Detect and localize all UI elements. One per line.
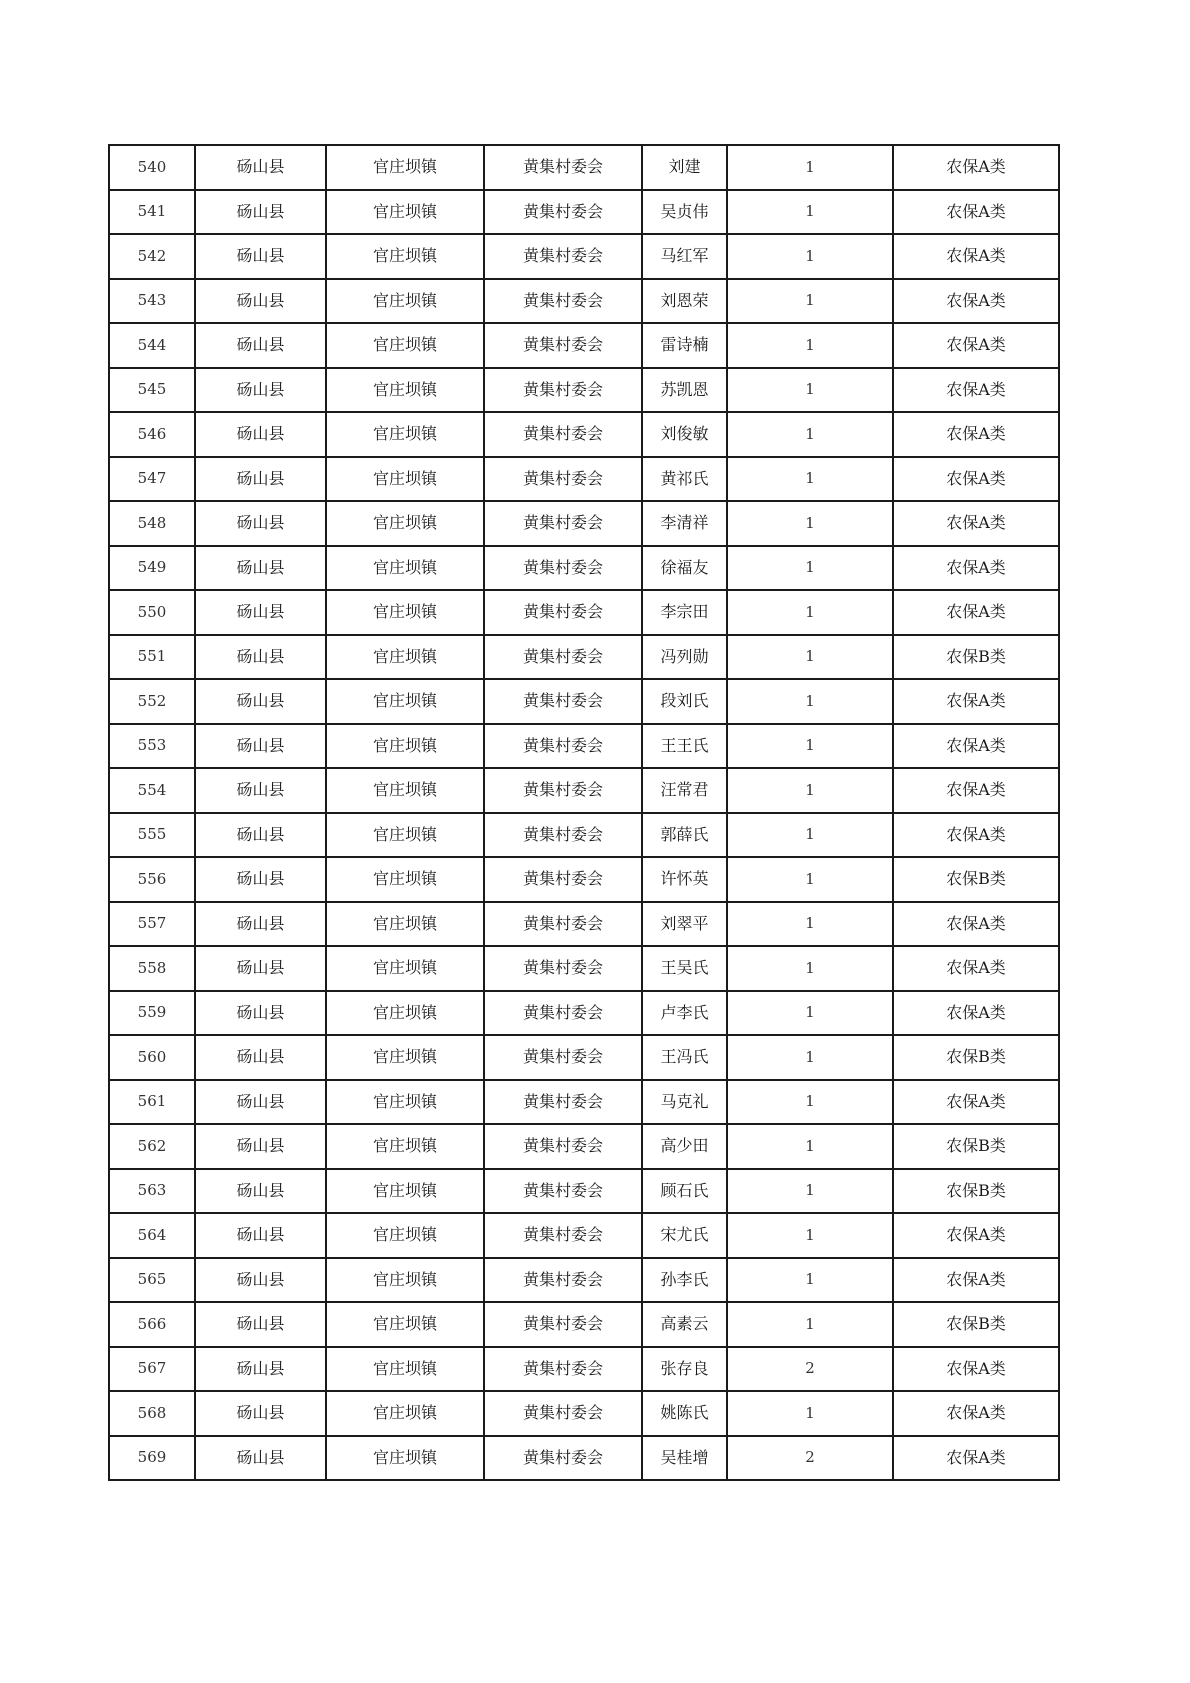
table-row — [109, 1347, 1059, 1392]
cell-person-name: 刘建 — [642, 145, 727, 190]
cell-serial-number: 561 — [109, 1080, 195, 1125]
cell-insurance-category: 农保A类 — [893, 279, 1059, 324]
cell-person-name: 段刘氏 — [642, 679, 727, 724]
cell-town: 官庄坝镇 — [326, 1436, 484, 1481]
table-row — [109, 279, 1059, 324]
cell-insurance-category: 农保A类 — [893, 724, 1059, 769]
cell-serial-number: 555 — [109, 813, 195, 858]
cell-serial-number: 565 — [109, 1258, 195, 1303]
cell-insurance-category: 农保B类 — [893, 1035, 1059, 1080]
cell-person-name: 吴桂增 — [642, 1436, 727, 1481]
table-row — [109, 1169, 1059, 1214]
cell-person-name: 孙李氏 — [642, 1258, 727, 1303]
cell-person-name: 雷诗楠 — [642, 323, 727, 368]
cell-village-committee: 黄集村委会 — [484, 190, 642, 235]
cell-village-committee: 黄集村委会 — [484, 991, 642, 1036]
table-row — [109, 546, 1059, 591]
cell-serial-number: 560 — [109, 1035, 195, 1080]
cell-town: 官庄坝镇 — [326, 768, 484, 813]
table-row — [109, 679, 1059, 724]
cell-insurance-category: 农保A类 — [893, 546, 1059, 591]
cell-person-name: 郭薛氏 — [642, 813, 727, 858]
cell-serial-number: 542 — [109, 234, 195, 279]
cell-count: 1 — [727, 813, 893, 858]
cell-serial-number: 556 — [109, 857, 195, 902]
cell-town: 官庄坝镇 — [326, 1391, 484, 1436]
cell-count: 1 — [727, 902, 893, 947]
table-row — [109, 902, 1059, 947]
cell-serial-number: 566 — [109, 1302, 195, 1347]
cell-person-name: 徐福友 — [642, 546, 727, 591]
cell-serial-number: 569 — [109, 1436, 195, 1481]
cell-village-committee: 黄集村委会 — [484, 501, 642, 546]
cell-insurance-category: 农保A类 — [893, 234, 1059, 279]
cell-serial-number: 557 — [109, 902, 195, 947]
cell-town: 官庄坝镇 — [326, 1080, 484, 1125]
cell-person-name: 卢李氏 — [642, 991, 727, 1036]
cell-village-committee: 黄集村委会 — [484, 1080, 642, 1125]
cell-insurance-category: 农保A类 — [893, 1347, 1059, 1392]
cell-person-name: 苏凯恩 — [642, 368, 727, 413]
table-row — [109, 234, 1059, 279]
cell-county: 砀山县 — [195, 1169, 326, 1214]
cell-count: 1 — [727, 1124, 893, 1169]
cell-county: 砀山县 — [195, 724, 326, 769]
cell-village-committee: 黄集村委会 — [484, 635, 642, 680]
cell-county: 砀山县 — [195, 1213, 326, 1258]
cell-person-name: 汪常君 — [642, 768, 727, 813]
cell-village-committee: 黄集村委会 — [484, 234, 642, 279]
cell-village-committee: 黄集村委会 — [484, 813, 642, 858]
cell-serial-number: 554 — [109, 768, 195, 813]
cell-insurance-category: 农保A类 — [893, 991, 1059, 1036]
cell-person-name: 刘恩荣 — [642, 279, 727, 324]
cell-town: 官庄坝镇 — [326, 1035, 484, 1080]
cell-village-committee: 黄集村委会 — [484, 1213, 642, 1258]
cell-serial-number: 558 — [109, 946, 195, 991]
cell-serial-number: 547 — [109, 457, 195, 502]
cell-insurance-category: 农保A类 — [893, 501, 1059, 546]
cell-person-name: 黄祁氏 — [642, 457, 727, 502]
cell-village-committee: 黄集村委会 — [484, 679, 642, 724]
cell-village-committee: 黄集村委会 — [484, 368, 642, 413]
cell-county: 砀山县 — [195, 1035, 326, 1080]
cell-count: 1 — [727, 635, 893, 680]
cell-count: 2 — [727, 1436, 893, 1481]
cell-insurance-category: 农保A类 — [893, 1436, 1059, 1481]
cell-person-name: 王冯氏 — [642, 1035, 727, 1080]
cell-village-committee: 黄集村委会 — [484, 902, 642, 947]
cell-town: 官庄坝镇 — [326, 857, 484, 902]
cell-insurance-category: 农保A类 — [893, 679, 1059, 724]
cell-town: 官庄坝镇 — [326, 1347, 484, 1392]
cell-town: 官庄坝镇 — [326, 279, 484, 324]
cell-count: 1 — [727, 1302, 893, 1347]
cell-person-name: 刘俊敏 — [642, 412, 727, 457]
cell-county: 砀山县 — [195, 679, 326, 724]
cell-insurance-category: 农保B类 — [893, 857, 1059, 902]
table-row — [109, 590, 1059, 635]
cell-person-name: 马红军 — [642, 234, 727, 279]
roster-table — [108, 144, 1060, 1481]
table-row — [109, 1436, 1059, 1481]
cell-town: 官庄坝镇 — [326, 457, 484, 502]
cell-village-committee: 黄集村委会 — [484, 412, 642, 457]
cell-county: 砀山县 — [195, 768, 326, 813]
table-row — [109, 991, 1059, 1036]
cell-county: 砀山县 — [195, 1080, 326, 1125]
cell-count: 1 — [727, 768, 893, 813]
cell-county: 砀山县 — [195, 590, 326, 635]
cell-town: 官庄坝镇 — [326, 813, 484, 858]
cell-count: 1 — [727, 501, 893, 546]
cell-county: 砀山县 — [195, 546, 326, 591]
cell-county: 砀山县 — [195, 323, 326, 368]
cell-town: 官庄坝镇 — [326, 724, 484, 769]
cell-village-committee: 黄集村委会 — [484, 1436, 642, 1481]
cell-person-name: 李宗田 — [642, 590, 727, 635]
cell-insurance-category: 农保A类 — [893, 1391, 1059, 1436]
cell-count: 1 — [727, 946, 893, 991]
cell-town: 官庄坝镇 — [326, 145, 484, 190]
cell-town: 官庄坝镇 — [326, 368, 484, 413]
cell-count: 1 — [727, 1035, 893, 1080]
cell-serial-number: 562 — [109, 1124, 195, 1169]
table-row — [109, 368, 1059, 413]
table-row — [109, 501, 1059, 546]
cell-insurance-category: 农保A类 — [893, 768, 1059, 813]
cell-person-name: 李清祥 — [642, 501, 727, 546]
cell-person-name: 冯列勋 — [642, 635, 727, 680]
cell-person-name: 顾石氏 — [642, 1169, 727, 1214]
cell-town: 官庄坝镇 — [326, 1213, 484, 1258]
cell-village-committee: 黄集村委会 — [484, 279, 642, 324]
cell-count: 1 — [727, 145, 893, 190]
cell-village-committee: 黄集村委会 — [484, 145, 642, 190]
cell-insurance-category: 农保A类 — [893, 946, 1059, 991]
cell-county: 砀山县 — [195, 1391, 326, 1436]
table-row — [109, 1302, 1059, 1347]
cell-insurance-category: 农保A类 — [893, 1080, 1059, 1125]
cell-insurance-category: 农保A类 — [893, 145, 1059, 190]
cell-count: 1 — [727, 279, 893, 324]
cell-village-committee: 黄集村委会 — [484, 546, 642, 591]
cell-count: 1 — [727, 368, 893, 413]
table-row — [109, 1213, 1059, 1258]
cell-town: 官庄坝镇 — [326, 991, 484, 1036]
cell-insurance-category: 农保A类 — [893, 590, 1059, 635]
cell-count: 1 — [727, 546, 893, 591]
cell-person-name: 宋尤氏 — [642, 1213, 727, 1258]
table-row — [109, 635, 1059, 680]
cell-count: 1 — [727, 679, 893, 724]
cell-serial-number: 545 — [109, 368, 195, 413]
cell-insurance-category: 农保A类 — [893, 368, 1059, 413]
table-row — [109, 412, 1059, 457]
cell-county: 砀山县 — [195, 1124, 326, 1169]
cell-insurance-category: 农保B类 — [893, 635, 1059, 680]
cell-serial-number: 548 — [109, 501, 195, 546]
cell-county: 砀山县 — [195, 145, 326, 190]
cell-village-committee: 黄集村委会 — [484, 1124, 642, 1169]
table-row — [109, 323, 1059, 368]
cell-town: 官庄坝镇 — [326, 1302, 484, 1347]
cell-county: 砀山县 — [195, 368, 326, 413]
cell-village-committee: 黄集村委会 — [484, 857, 642, 902]
table-row — [109, 946, 1059, 991]
cell-town: 官庄坝镇 — [326, 590, 484, 635]
cell-insurance-category: 农保A类 — [893, 902, 1059, 947]
cell-serial-number: 564 — [109, 1213, 195, 1258]
cell-town: 官庄坝镇 — [326, 679, 484, 724]
cell-village-committee: 黄集村委会 — [484, 1169, 642, 1214]
cell-count: 1 — [727, 412, 893, 457]
cell-serial-number: 550 — [109, 590, 195, 635]
cell-insurance-category: 农保A类 — [893, 412, 1059, 457]
cell-county: 砀山县 — [195, 635, 326, 680]
cell-town: 官庄坝镇 — [326, 234, 484, 279]
cell-insurance-category: 农保A类 — [893, 323, 1059, 368]
cell-count: 1 — [727, 1213, 893, 1258]
cell-insurance-category: 农保A类 — [893, 1258, 1059, 1303]
cell-person-name: 马克礼 — [642, 1080, 727, 1125]
cell-serial-number: 544 — [109, 323, 195, 368]
cell-person-name: 刘翠平 — [642, 902, 727, 947]
cell-person-name: 王吴氏 — [642, 946, 727, 991]
cell-insurance-category: 农保A类 — [893, 190, 1059, 235]
cell-count: 1 — [727, 724, 893, 769]
cell-county: 砀山县 — [195, 902, 326, 947]
cell-county: 砀山县 — [195, 457, 326, 502]
cell-count: 2 — [727, 1347, 893, 1392]
cell-village-committee: 黄集村委会 — [484, 1258, 642, 1303]
cell-county: 砀山县 — [195, 1347, 326, 1392]
table-row — [109, 190, 1059, 235]
cell-count: 1 — [727, 1391, 893, 1436]
cell-count: 1 — [727, 1258, 893, 1303]
cell-count: 1 — [727, 1080, 893, 1125]
cell-insurance-category: 农保B类 — [893, 1302, 1059, 1347]
cell-person-name: 吴贞伟 — [642, 190, 727, 235]
cell-insurance-category: 农保A类 — [893, 813, 1059, 858]
table-row — [109, 1035, 1059, 1080]
table-row — [109, 457, 1059, 502]
cell-county: 砀山县 — [195, 946, 326, 991]
cell-town: 官庄坝镇 — [326, 635, 484, 680]
cell-town: 官庄坝镇 — [326, 501, 484, 546]
cell-county: 砀山县 — [195, 813, 326, 858]
cell-village-committee: 黄集村委会 — [484, 1035, 642, 1080]
cell-serial-number: 540 — [109, 145, 195, 190]
cell-town: 官庄坝镇 — [326, 1124, 484, 1169]
cell-village-committee: 黄集村委会 — [484, 323, 642, 368]
cell-county: 砀山县 — [195, 234, 326, 279]
table-row — [109, 813, 1059, 858]
table-row — [109, 145, 1059, 190]
cell-serial-number: 553 — [109, 724, 195, 769]
cell-insurance-category: 农保B类 — [893, 1124, 1059, 1169]
table-row — [109, 1080, 1059, 1125]
cell-serial-number: 567 — [109, 1347, 195, 1392]
cell-insurance-category: 农保A类 — [893, 457, 1059, 502]
cell-count: 1 — [727, 190, 893, 235]
cell-village-committee: 黄集村委会 — [484, 768, 642, 813]
cell-serial-number: 568 — [109, 1391, 195, 1436]
cell-serial-number: 551 — [109, 635, 195, 680]
cell-county: 砀山县 — [195, 857, 326, 902]
cell-village-committee: 黄集村委会 — [484, 1391, 642, 1436]
cell-count: 1 — [727, 1169, 893, 1214]
table-row — [109, 857, 1059, 902]
cell-count: 1 — [727, 857, 893, 902]
cell-count: 1 — [727, 590, 893, 635]
cell-county: 砀山县 — [195, 412, 326, 457]
table-row — [109, 724, 1059, 769]
cell-county: 砀山县 — [195, 279, 326, 324]
cell-town: 官庄坝镇 — [326, 946, 484, 991]
cell-town: 官庄坝镇 — [326, 1169, 484, 1214]
cell-count: 1 — [727, 991, 893, 1036]
cell-serial-number: 559 — [109, 991, 195, 1036]
cell-count: 1 — [727, 323, 893, 368]
cell-village-committee: 黄集村委会 — [484, 590, 642, 635]
cell-village-committee: 黄集村委会 — [484, 724, 642, 769]
cell-serial-number: 543 — [109, 279, 195, 324]
cell-town: 官庄坝镇 — [326, 190, 484, 235]
cell-village-committee: 黄集村委会 — [484, 1347, 642, 1392]
cell-serial-number: 549 — [109, 546, 195, 591]
table-row — [109, 1391, 1059, 1436]
cell-town: 官庄坝镇 — [326, 412, 484, 457]
table-row — [109, 1124, 1059, 1169]
cell-insurance-category: 农保B类 — [893, 1169, 1059, 1214]
cell-town: 官庄坝镇 — [326, 323, 484, 368]
cell-serial-number: 546 — [109, 412, 195, 457]
cell-village-committee: 黄集村委会 — [484, 1302, 642, 1347]
cell-county: 砀山县 — [195, 1302, 326, 1347]
cell-person-name: 张存良 — [642, 1347, 727, 1392]
cell-serial-number: 552 — [109, 679, 195, 724]
table-row — [109, 768, 1059, 813]
cell-person-name: 姚陈氏 — [642, 1391, 727, 1436]
cell-county: 砀山县 — [195, 991, 326, 1036]
roster-table-body — [109, 145, 1059, 1480]
table-row — [109, 1258, 1059, 1303]
cell-village-committee: 黄集村委会 — [484, 457, 642, 502]
cell-count: 1 — [727, 234, 893, 279]
cell-person-name: 王王氏 — [642, 724, 727, 769]
cell-serial-number: 563 — [109, 1169, 195, 1214]
cell-insurance-category: 农保A类 — [893, 1213, 1059, 1258]
cell-person-name: 高素云 — [642, 1302, 727, 1347]
cell-county: 砀山县 — [195, 190, 326, 235]
cell-count: 1 — [727, 457, 893, 502]
cell-county: 砀山县 — [195, 501, 326, 546]
cell-village-committee: 黄集村委会 — [484, 946, 642, 991]
cell-person-name: 许怀英 — [642, 857, 727, 902]
cell-town: 官庄坝镇 — [326, 1258, 484, 1303]
cell-county: 砀山县 — [195, 1436, 326, 1481]
cell-serial-number: 541 — [109, 190, 195, 235]
cell-town: 官庄坝镇 — [326, 546, 484, 591]
cell-county: 砀山县 — [195, 1258, 326, 1303]
cell-person-name: 高少田 — [642, 1124, 727, 1169]
cell-town: 官庄坝镇 — [326, 902, 484, 947]
